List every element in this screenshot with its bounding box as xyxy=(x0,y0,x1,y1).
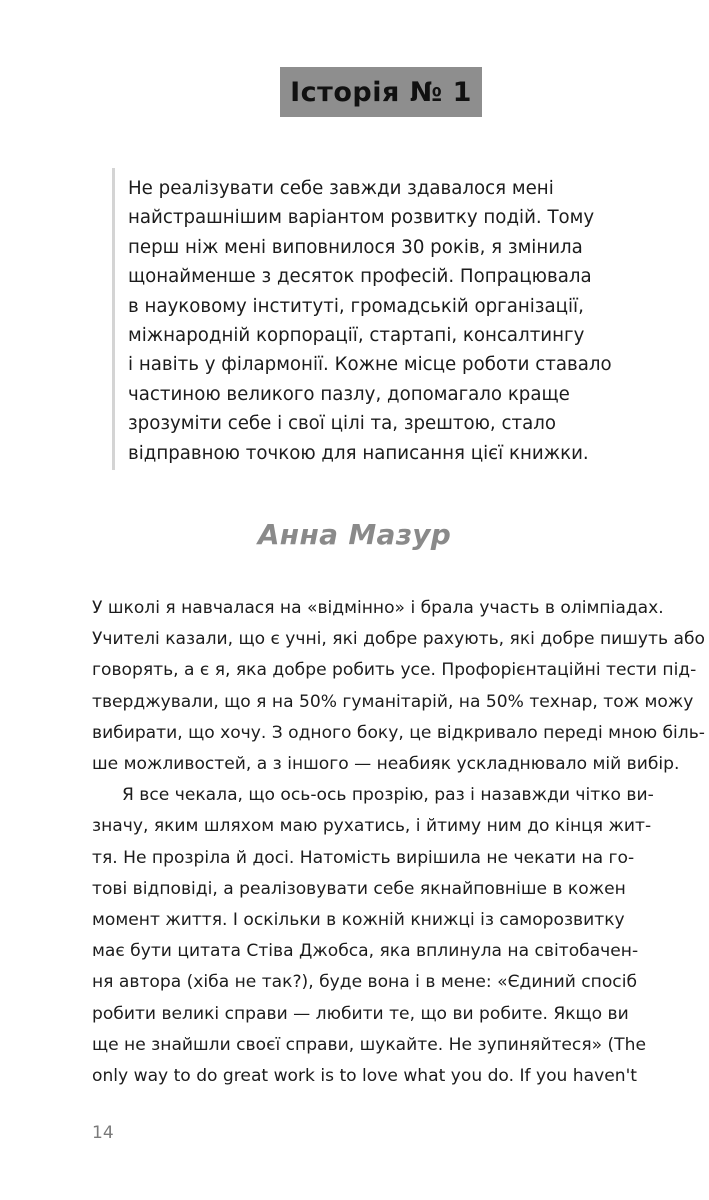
page-number: 14 xyxy=(92,1123,114,1143)
body-line: Учителі казали, що є учні, які добре рахують, які добре пишуть або xyxy=(92,629,705,650)
intro-paragraph xyxy=(128,174,650,468)
intro-line: найстрашнішим варіантом розвитку подій. Тому xyxy=(128,207,595,229)
intro-line: відправною точкою для написання цієї книжки. xyxy=(128,442,589,464)
body-line: тверджували, що я на 50% гуманітарій, на 50% технар, тож можу xyxy=(92,691,694,712)
body-line: Я все чекала, що ось-ось прозрію, раз і назавжди чітко ви- xyxy=(122,785,654,806)
body-paragraphs xyxy=(92,593,705,1092)
body-line: робити великі справи — любити те, що ви робите. Якщо ви xyxy=(92,1003,629,1024)
body-line: У школі я навчалася на «відмінно» і брала участь в олімпіадах. xyxy=(92,598,664,618)
body-line: тові відповіді, а реалізовувати себе якнайповніше в кожен xyxy=(92,878,626,899)
intro-block xyxy=(112,168,655,470)
intro-line: в науковому інституті, громадській організації, xyxy=(128,295,584,317)
intro-line: і навіть у філармонії. Кожне місце роботи ставало xyxy=(128,354,612,376)
chapter-title: Історія № 1 xyxy=(290,76,472,108)
intro-line: перш ніж мені виповнилося 30 років, я змінила xyxy=(128,236,583,258)
intro-line: Не реалізувати себе завжди здавалося мені xyxy=(128,178,554,199)
body-line: only way to do great work is to love what you do. If you haven't xyxy=(92,1066,637,1087)
body-line: говорять, а є я, яка добре робить усе. Профорієнтаційні тести під- xyxy=(92,660,697,681)
intro-line: щонайменше з десяток професій. Попрацювала xyxy=(128,266,592,288)
body-line: вибирати, що хочу. З одного боку, це відкривало переді мною біль- xyxy=(92,722,705,743)
body-line: значу, яким шляхом маю рухатись, і йтиму ним до кінця жит- xyxy=(92,816,652,837)
author-name: Анна Мазур xyxy=(257,518,452,551)
body-line: ще не знайшли своєї справи, шукайте. Не зупиняйтеся» (The xyxy=(92,1034,646,1055)
body-line: тя. Не прозріла й досі. Натомість вирішила не чекати на го- xyxy=(92,847,635,868)
body-line: ня автора (хіба не так?), буде вона і в мене: «Єдиний спосіб xyxy=(92,972,637,993)
intro-line: зрозуміти себе і свої цілі та, зрештою, стало xyxy=(128,413,556,435)
chapter-title-box xyxy=(280,67,482,117)
body-line: має бути цитата Стіва Джобса, яка вплинула на світобачен- xyxy=(92,941,639,962)
body-line: момент життя. І оскільки в кожній книжці із саморозвитку xyxy=(92,910,625,931)
body-line: ше можливостей, а з іншого — неабияк ускладнювало мій вибір. xyxy=(92,754,680,775)
intro-line: міжнародній корпорації, стартапі, консалтингу xyxy=(128,325,585,347)
intro-line: частиною великого пазлу, допомагало краще xyxy=(128,383,570,405)
